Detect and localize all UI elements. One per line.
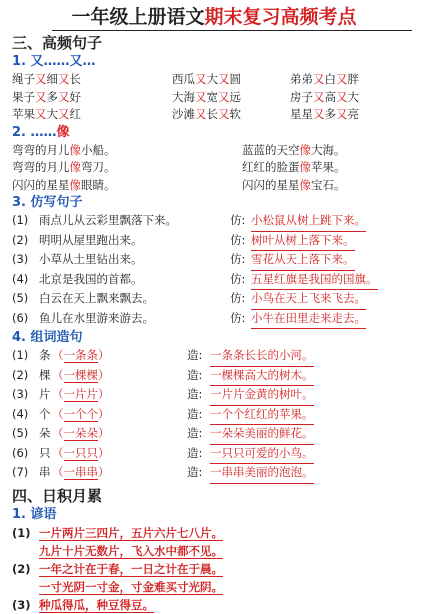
- paren-close: ）: [98, 426, 110, 440]
- proverb-line: [39, 524, 223, 542]
- word-group: [52, 464, 187, 484]
- phrase-text: 红: [69, 107, 81, 121]
- keyword-you: 又: [35, 72, 47, 86]
- pattern1-row: [12, 71, 416, 89]
- phrase-text: 软: [229, 107, 241, 121]
- item-number: (3): [12, 597, 31, 612]
- keyword-you: 又: [313, 72, 325, 86]
- sub3-label: 3. 仿写句子: [12, 195, 83, 210]
- pattern2-cell: [242, 177, 346, 195]
- keyword-you: 又: [35, 89, 47, 104]
- phrase-text: 白: [324, 72, 336, 86]
- phrase-text: 远: [229, 89, 241, 104]
- word-group: [52, 406, 187, 426]
- keyword-you: 又: [313, 107, 325, 121]
- phrase-text: 苹果: [12, 107, 35, 121]
- imitation-row: [12, 290, 416, 310]
- model-sentence: 小草从土里钻出来。: [39, 252, 143, 266]
- proverb-row: [12, 596, 416, 614]
- title-rule: [52, 30, 412, 31]
- proverb-text: 一寸光阴一寸金，寸金难买寸光阴。: [39, 579, 223, 594]
- model-sentence: 鱼儿在水里游来游去。: [39, 310, 154, 325]
- word-answer: 一朵朵: [63, 426, 98, 440]
- pattern1-list: [12, 71, 416, 124]
- keyword-xiang: 像: [299, 160, 311, 174]
- word-row: [12, 386, 416, 406]
- sub2-label-pre: 2. ……: [12, 124, 57, 140]
- phrase-text: 弯刀。: [81, 160, 116, 174]
- imitation-row: [12, 310, 416, 330]
- proverb-text: 一片两片三四片，五片六片七八片。: [39, 525, 223, 540]
- pattern1-row: [12, 89, 416, 107]
- word-row: [12, 347, 416, 367]
- measure-char: 朵: [39, 426, 51, 440]
- word-row: [12, 367, 416, 387]
- model-sentence: 白云在天上飘来飘去。: [39, 291, 154, 305]
- proverb-row: [12, 560, 416, 578]
- word-row: [12, 406, 416, 426]
- paren-close: ）: [98, 367, 110, 382]
- model-sentence: 北京是我国的首都。: [39, 271, 143, 286]
- paren-close: ）: [98, 445, 110, 460]
- model-sentence: 明明从屋里跑出来。: [39, 232, 143, 247]
- imitation-row: [12, 251, 416, 271]
- keyword-xiang: 像: [69, 160, 81, 174]
- phrase-text: 大: [46, 107, 58, 121]
- paren-open: （: [52, 465, 64, 479]
- measure-char: 只: [39, 445, 51, 460]
- phrase-text: 绳子: [12, 72, 35, 86]
- section4-heading: 四、日积月累: [12, 486, 103, 505]
- item-number: (6): [12, 445, 29, 460]
- phrase-text: 长: [206, 107, 218, 121]
- phrase-text: 大海。: [311, 142, 346, 157]
- phrase-text: 长: [69, 72, 81, 86]
- keyword-you: 又: [195, 89, 207, 104]
- imitation-row: [12, 212, 416, 232]
- word-answer: 一串串: [63, 465, 98, 479]
- phrase-text: 红红的脸蛋: [242, 160, 300, 174]
- paren-close: ）: [98, 387, 110, 401]
- pattern2-cell: [12, 142, 242, 160]
- paren-close: ）: [98, 348, 110, 362]
- proverb-label: 1. 谚语: [12, 506, 57, 522]
- make-label: 造:: [187, 445, 203, 460]
- pattern1-row: [12, 106, 416, 124]
- phrase-text: 多: [324, 107, 336, 121]
- word-group: [52, 425, 187, 445]
- item-number: (4): [12, 271, 29, 286]
- pattern2-cell: [242, 142, 346, 160]
- phrase-text: 弯弯的月儿: [12, 142, 70, 157]
- phrase-text: 西瓜: [172, 72, 195, 86]
- phrase-text: 大海: [172, 89, 195, 104]
- keyword-you: 又: [58, 89, 70, 104]
- item-number: (2): [12, 561, 31, 576]
- page-title: [12, 4, 416, 30]
- sentence-answer: 一片片金黄的树叶。: [210, 386, 314, 406]
- proverb-text: 九片十片无数片，飞入水中都不见。: [39, 543, 223, 558]
- keyword-you: 又: [58, 72, 70, 86]
- pattern1-cell: [172, 106, 290, 124]
- word-group: [52, 386, 187, 406]
- section3-heading: 三、高频句子: [12, 34, 103, 52]
- imitation-row: [12, 232, 416, 252]
- phrase-text: 高: [324, 89, 336, 104]
- pattern2-list: [12, 142, 416, 195]
- keyword-you: 又: [35, 107, 47, 121]
- sub1-label: 1. 又……又…: [12, 54, 96, 69]
- keyword-you: 又: [195, 72, 207, 86]
- phrase-text: 细: [46, 72, 58, 86]
- copy-label: 仿:: [230, 232, 246, 247]
- phrase-text: 圆: [229, 72, 241, 86]
- proverb-row: [12, 524, 416, 542]
- measure-char: 条: [39, 348, 51, 362]
- phrase-text: 宝石。: [311, 177, 346, 192]
- sentence-answer: 一串串美丽的泡泡。: [210, 464, 314, 484]
- paren-open: （: [52, 367, 64, 382]
- make-label: 造:: [187, 367, 203, 382]
- measure-char: 个: [39, 406, 51, 421]
- item-number: (4): [12, 406, 29, 421]
- word-sentence-list: [12, 347, 416, 484]
- keyword-you: 又: [218, 89, 230, 104]
- phrase-text: 弯弯的月儿: [12, 160, 70, 174]
- word-answer: 一个个: [63, 406, 98, 421]
- copy-label: 仿:: [230, 213, 246, 227]
- phrase-text: 亮: [347, 107, 359, 121]
- keyword-you: 又: [58, 107, 70, 121]
- model-sentence: 雨点儿从云彩里飘落下来。: [39, 213, 177, 227]
- make-label: 造:: [187, 348, 203, 362]
- make-label: 造:: [187, 426, 203, 440]
- proverb-list: [12, 524, 416, 614]
- make-label: 造:: [187, 465, 203, 479]
- title-part1: 一年级上册语文: [71, 6, 205, 28]
- proverb-row-continued: [12, 542, 416, 560]
- pattern2-row: [12, 177, 416, 195]
- sub4-label: 4. 组词造句: [12, 330, 83, 345]
- proverb-line: [39, 560, 223, 578]
- phrase-text: 好: [69, 89, 81, 104]
- pattern1-cell: [290, 106, 416, 124]
- paren-open: （: [52, 348, 64, 362]
- phrase-text: 蓝蓝的天空: [242, 142, 300, 157]
- phrase-text: 房子: [290, 89, 313, 104]
- answer-sentence: 小鸟在天上飞来飞去。: [251, 290, 366, 310]
- paren-close: ）: [98, 406, 110, 421]
- keyword-xiang: 像: [299, 142, 311, 157]
- copy-label: 仿:: [230, 271, 246, 286]
- word-answer: 一棵棵: [63, 367, 98, 382]
- word-group: [52, 347, 187, 367]
- answer-sentence: 五星红旗是我国的国旗。: [251, 271, 378, 291]
- paren-close: ）: [98, 465, 110, 479]
- imitation-list: [12, 212, 416, 329]
- copy-label: 仿:: [230, 310, 246, 325]
- item-number: (7): [12, 465, 29, 479]
- phrase-text: 闪闪的星星: [12, 177, 70, 192]
- pattern1-cell: [290, 71, 416, 89]
- title-part2: 期末复习高频考点: [204, 6, 357, 28]
- item-number: (2): [12, 367, 29, 382]
- phrase-text: 苹果。: [311, 160, 346, 174]
- paren-open: （: [52, 406, 64, 421]
- word-answer: 一片片: [63, 387, 98, 401]
- phrase-text: 沙滩: [172, 107, 195, 121]
- paren-open: （: [52, 387, 64, 401]
- keyword-xiang: 像: [69, 177, 81, 192]
- keyword-you: 又: [336, 107, 348, 121]
- pattern1-cell: [12, 71, 172, 89]
- item-number: (5): [12, 291, 29, 305]
- copy-label: 仿:: [230, 291, 246, 305]
- keyword-you: 又: [218, 107, 230, 121]
- pattern1-cell: [172, 71, 290, 89]
- item-number: (1): [12, 525, 31, 540]
- phrase-text: 星星: [290, 107, 313, 121]
- pattern2-cell: [242, 159, 346, 177]
- phrase-text: 小船。: [81, 142, 116, 157]
- proverb-line: [39, 596, 154, 614]
- measure-char: 棵: [39, 367, 51, 382]
- keyword-xiang: 像: [299, 177, 311, 192]
- item-number: (1): [12, 348, 29, 362]
- item-number: (3): [12, 252, 29, 266]
- phrase-text: 宽: [206, 89, 218, 104]
- paren-open: （: [52, 426, 64, 440]
- phrase-text: 弟弟: [290, 72, 313, 86]
- word-group: [52, 445, 187, 465]
- pattern1-cell: [12, 89, 172, 107]
- item-number: (3): [12, 387, 29, 401]
- sentence-answer: 一朵朵美丽的鲜花。: [210, 425, 314, 445]
- keyword-xiang: 像: [69, 142, 81, 157]
- sentence-answer: 一棵棵高大的树木。: [210, 367, 314, 387]
- proverb-line: [39, 578, 223, 596]
- imitation-row: [12, 271, 416, 291]
- pattern2-cell: [12, 159, 242, 177]
- item-number: (5): [12, 426, 29, 440]
- keyword-you: 又: [218, 72, 230, 86]
- phrase-text: 果子: [12, 89, 35, 104]
- word-answer: 一只只: [63, 445, 98, 460]
- copy-label: 仿:: [230, 252, 246, 266]
- proverb-text: 一年之计在于春，一日之计在于晨。: [39, 561, 223, 576]
- keyword-you: 又: [336, 89, 348, 104]
- measure-char: 串: [39, 465, 51, 479]
- proverb-line: [39, 542, 223, 560]
- pattern2-row: [12, 159, 416, 177]
- sentence-answer: 一只只可爱的小鸟。: [210, 445, 314, 465]
- pattern1-cell: [172, 89, 290, 107]
- measure-char: 片: [39, 387, 51, 401]
- phrase-text: 眼睛。: [81, 177, 116, 192]
- phrase-text: 胖: [347, 72, 359, 86]
- sub2-label-red: 像: [56, 124, 70, 140]
- item-number: (1): [12, 213, 29, 227]
- phrase-text: 多: [46, 89, 58, 104]
- keyword-you: 又: [195, 107, 207, 121]
- answer-sentence: 树叶从树上落下来。: [251, 232, 355, 252]
- sentence-answer: 一个个红红的苹果。: [210, 406, 314, 426]
- word-row: [12, 445, 416, 465]
- phrase-text: 大: [206, 72, 218, 86]
- phrase-text: 大: [347, 89, 359, 104]
- make-label: 造:: [187, 387, 203, 401]
- answer-sentence: 小松鼠从树上跳下来。: [251, 212, 366, 232]
- phrase-text: 闪闪的星星: [242, 177, 300, 192]
- proverb-row-continued: [12, 578, 416, 596]
- proverb-text: 种瓜得瓜，种豆得豆。: [39, 597, 154, 612]
- word-answer: 一条条: [63, 348, 98, 362]
- make-label: 造:: [187, 406, 203, 421]
- keyword-you: 又: [336, 72, 348, 86]
- pattern1-cell: [290, 89, 416, 107]
- pattern1-cell: [12, 106, 172, 124]
- item-number: (2): [12, 232, 29, 247]
- pattern2-row: [12, 142, 416, 160]
- paren-open: （: [52, 445, 64, 460]
- answer-sentence: 小牛在田里走来走去。: [251, 310, 366, 330]
- item-number: (6): [12, 310, 29, 325]
- answer-sentence: 雪花从天上落下来。: [251, 251, 355, 271]
- word-row: [12, 464, 416, 484]
- pattern2-cell: [12, 177, 242, 195]
- keyword-you: 又: [313, 89, 325, 104]
- sentence-answer: 一条条长长的小河。: [210, 347, 314, 367]
- word-group: [52, 367, 187, 387]
- sub2-label: [12, 124, 416, 142]
- word-row: [12, 425, 416, 445]
